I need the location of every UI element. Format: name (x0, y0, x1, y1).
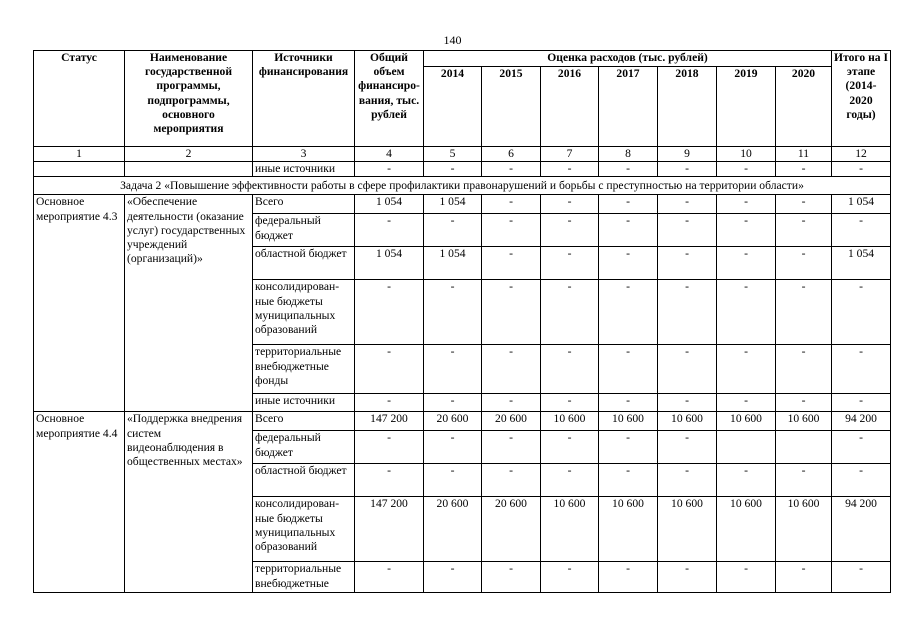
value-cell: - (717, 345, 776, 394)
value-cell: - (832, 394, 891, 412)
value-cell: - (424, 214, 482, 247)
value-cell: - (541, 195, 599, 214)
value-cell: - (541, 345, 599, 394)
value-cell: - (717, 247, 776, 280)
header-year: 2018 (658, 67, 717, 147)
value-cell: - (424, 431, 482, 464)
value-cell: - (658, 162, 717, 177)
value-cell: - (482, 247, 541, 280)
source-cell: областной бюджет (253, 464, 355, 497)
value-cell: - (658, 195, 717, 214)
value-cell: - (776, 394, 832, 412)
source-cell: иные источники (253, 394, 355, 412)
value-cell: - (776, 280, 832, 345)
value-cell: - (599, 162, 658, 177)
value-cell: 10 600 (599, 412, 658, 431)
value-cell: - (658, 345, 717, 394)
value-cell: - (658, 562, 717, 593)
value-cell: - (355, 345, 424, 394)
source-cell: территориальные внебюджетные (253, 562, 355, 593)
value-cell: 10 600 (599, 497, 658, 562)
header-status: Статус (34, 51, 125, 147)
source-cell: областной бюджет (253, 247, 355, 280)
header-year: 2019 (717, 67, 776, 147)
value-cell: - (599, 280, 658, 345)
value-cell: - (541, 431, 599, 464)
value-cell: - (776, 214, 832, 247)
carry-row (34, 162, 891, 177)
value-cell: - (599, 431, 658, 464)
value-cell: - (482, 195, 541, 214)
value-cell: - (776, 345, 832, 394)
value-cell: - (599, 247, 658, 280)
value-cell: - (776, 562, 832, 593)
value-cell: - (776, 162, 832, 177)
value-cell: 10 600 (776, 497, 832, 562)
value-cell: 20 600 (482, 497, 541, 562)
column-number: 3 (253, 147, 355, 162)
value-cell: - (599, 394, 658, 412)
column-number: 9 (658, 147, 717, 162)
value-cell: - (832, 214, 891, 247)
header-year: 2014 (424, 67, 482, 147)
column-number: 4 (355, 147, 424, 162)
value-cell: - (541, 214, 599, 247)
value-cell: 94 200 (832, 497, 891, 562)
value-cell: - (599, 345, 658, 394)
value-cell: - (776, 464, 832, 497)
value-cell: 1 054 (424, 247, 482, 280)
value-cell: 10 600 (776, 412, 832, 431)
header-name: Наименование государственной программы, подпрограммы, основного мероприятия (125, 51, 253, 147)
task-heading: Задача 2 «Повышение эффективности работы в сфере профилактики правонарушений и борьбы с преступностью на территории области» (34, 177, 891, 195)
column-number: 7 (541, 147, 599, 162)
value-cell: - (424, 280, 482, 345)
value-cell: - (717, 214, 776, 247)
value-cell: - (482, 162, 541, 177)
budget-table (33, 50, 891, 593)
value-cell (717, 431, 776, 464)
value-cell: - (776, 195, 832, 214)
header-total: Общий объем финансирования, тыс. рублей (355, 51, 424, 147)
value-cell: 94 200 (832, 412, 891, 431)
value-cell: - (355, 464, 424, 497)
source-cell: Всего (253, 412, 355, 431)
value-cell: - (482, 431, 541, 464)
value-cell: - (599, 195, 658, 214)
value-cell: 20 600 (424, 497, 482, 562)
value-cell: 10 600 (717, 497, 776, 562)
value-cell: - (832, 464, 891, 497)
value-cell: - (541, 394, 599, 412)
header-stage-total: Итого на I этапе (2014-2020 годы) (832, 51, 891, 147)
header-year: 2017 (599, 67, 658, 147)
value-cell: - (541, 464, 599, 497)
value-cell: - (355, 214, 424, 247)
value-cell: - (832, 345, 891, 394)
value-cell: - (658, 464, 717, 497)
value-cell: 20 600 (424, 412, 482, 431)
status-cell (34, 162, 125, 177)
value-cell: - (832, 280, 891, 345)
value-cell: 147 200 (355, 412, 424, 431)
value-cell: 20 600 (482, 412, 541, 431)
value-cell: - (717, 464, 776, 497)
value-cell: 1 054 (832, 247, 891, 280)
data-row (34, 195, 891, 214)
value-cell: 10 600 (541, 497, 599, 562)
value-cell: - (658, 280, 717, 345)
source-cell: Всего (253, 195, 355, 214)
header-row (34, 51, 891, 67)
header-year: 2015 (482, 67, 541, 147)
value-cell: - (599, 214, 658, 247)
source-cell: территориальные внебюджетные фонды (253, 345, 355, 394)
value-cell: - (482, 214, 541, 247)
source-cell: консолидированные бюджеты муниципальных образований (253, 497, 355, 562)
value-cell: - (424, 162, 482, 177)
value-cell: 10 600 (541, 412, 599, 431)
column-number: 1 (34, 147, 125, 162)
value-cell: - (424, 345, 482, 394)
value-cell: - (717, 162, 776, 177)
status-cell: Основное мероприятие 4.3 (34, 195, 125, 412)
column-number: 11 (776, 147, 832, 162)
value-cell: - (832, 431, 891, 464)
value-cell: - (355, 394, 424, 412)
source-cell: консолидированные бюджеты муниципальных образований (253, 280, 355, 345)
column-number: 2 (125, 147, 253, 162)
column-numbers-row (34, 147, 891, 162)
value-cell: - (717, 562, 776, 593)
column-number: 10 (717, 147, 776, 162)
value-cell: - (355, 280, 424, 345)
status-cell: Основное мероприятие 4.4 (34, 412, 125, 593)
header-expenses: Оценка расходов (тыс. рублей) (424, 51, 832, 67)
data-row (34, 412, 891, 431)
name-cell: «Обеспечение деятельности (оказание услуг) государственных учреждений (организаций)» (125, 195, 253, 412)
value-cell: - (776, 247, 832, 280)
value-cell (776, 431, 832, 464)
value-cell: - (541, 562, 599, 593)
value-cell: - (424, 464, 482, 497)
source-cell: иные источники (253, 162, 355, 177)
header-year: 2020 (776, 67, 832, 147)
column-number: 5 (424, 147, 482, 162)
value-cell: - (599, 464, 658, 497)
name-cell (125, 162, 253, 177)
value-cell: 10 600 (717, 412, 776, 431)
value-cell: - (541, 280, 599, 345)
value-cell: - (424, 562, 482, 593)
value-cell: 147 200 (355, 497, 424, 562)
value-cell: - (541, 247, 599, 280)
task-row (34, 177, 891, 195)
value-cell: - (424, 394, 482, 412)
value-cell: - (658, 431, 717, 464)
value-cell: - (355, 162, 424, 177)
value-cell: - (482, 464, 541, 497)
value-cell: 10 600 (658, 412, 717, 431)
value-cell: - (717, 394, 776, 412)
value-cell: 10 600 (658, 497, 717, 562)
value-cell: - (658, 394, 717, 412)
value-cell: - (482, 345, 541, 394)
value-cell: - (832, 562, 891, 593)
page-number: 140 (443, 33, 462, 47)
value-cell: - (832, 162, 891, 177)
value-cell: 1 054 (832, 195, 891, 214)
column-number: 8 (599, 147, 658, 162)
value-cell: - (482, 562, 541, 593)
value-cell: - (482, 394, 541, 412)
value-cell: - (541, 162, 599, 177)
value-cell: - (355, 562, 424, 593)
value-cell: - (658, 247, 717, 280)
column-number: 6 (482, 147, 541, 162)
value-cell: - (599, 562, 658, 593)
header-year: 2016 (541, 67, 599, 147)
value-cell: - (482, 280, 541, 345)
source-cell: федеральный бюджет (253, 214, 355, 247)
value-cell: - (658, 214, 717, 247)
source-cell: федеральный бюджет (253, 431, 355, 464)
value-cell: - (355, 431, 424, 464)
name-cell: «Поддержка внедрения систем видеонаблюдения в общественных местах» (125, 412, 253, 593)
value-cell: 1 054 (355, 195, 424, 214)
value-cell: 1 054 (424, 195, 482, 214)
value-cell: 1 054 (355, 247, 424, 280)
value-cell: - (717, 195, 776, 214)
header-sources: Источники финансирования (253, 51, 355, 147)
value-cell: - (717, 280, 776, 345)
column-number: 12 (832, 147, 891, 162)
